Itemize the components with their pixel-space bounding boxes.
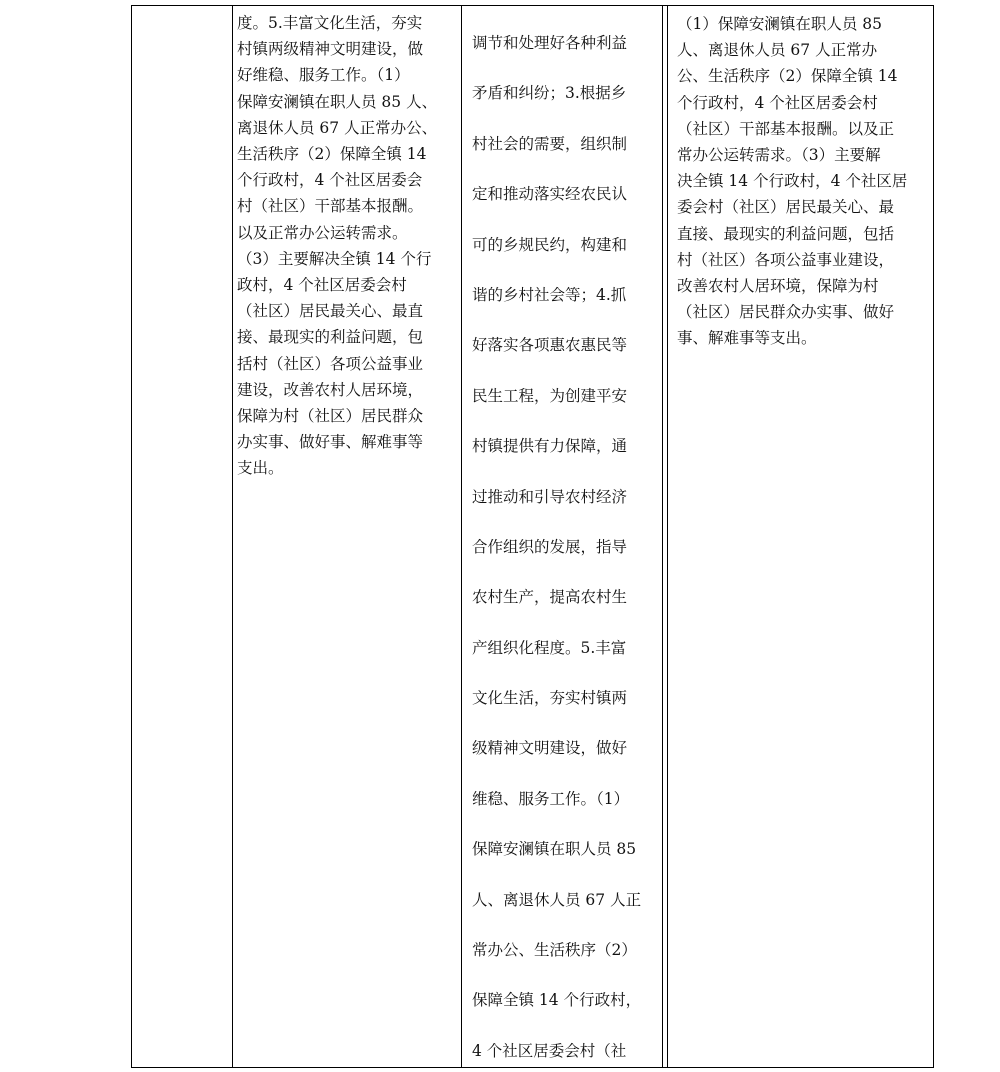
text-line: 合作组织的发展，指导 (472, 537, 628, 556)
text-line: （社区）居民群众办实事、做好 (677, 303, 895, 322)
text-line: 级精神文明建设，做好 (472, 739, 628, 758)
text-line: 度。5.丰富文化生活，夯实 (237, 14, 423, 32)
text-line: 常办公运转需求。（3）主要解 (677, 146, 881, 165)
text-line: （1）保障安澜镇在职人员 85 (677, 15, 883, 33)
text-line: 生活秩序（2）保障全镇 14 (237, 145, 427, 164)
text-line: 好维稳、服务工作。（1） (237, 66, 410, 85)
text-line: 常办公、生活秩序（2） (472, 941, 637, 960)
document-table (131, 5, 934, 1068)
text-line: 4 个社区居委会村（社 (472, 1041, 627, 1060)
text-line: 建设，改善农村人居环境， (237, 380, 424, 399)
text-line: 以及正常办公运转需求。 (237, 223, 408, 242)
text-line: 村（社区）各项公益事业建设， (677, 250, 895, 269)
text-line: 矛盾和纠纷；3.根据乡 (472, 84, 627, 103)
text-line: 保障为村（社区）居民群众 (237, 407, 424, 426)
text-line: 村（社区）干部基本报酬。 (237, 197, 424, 216)
column-divider (232, 6, 233, 1067)
text-line: 过推动和引导农村经济 (472, 487, 628, 506)
table-cell-col4 (672, 6, 934, 1067)
text-line: 农村生产，提高农村生 (472, 588, 628, 607)
text-line: 保障安澜镇在职人员 85 (472, 840, 637, 859)
text-line: 公、生活秩序（2）保障全镇 14 (677, 67, 898, 86)
text-line: 村镇两级精神文明建设，做 (237, 40, 424, 59)
text-line: 委会村（社区）居民最关心、最 (677, 198, 895, 217)
column-divider-double (662, 6, 668, 1067)
text-line: 离退休人员 67 人正常办公、 (237, 118, 438, 137)
text-line: 谐的乡村社会等；4.抓 (472, 285, 627, 304)
table-cell-col3 (468, 6, 662, 1067)
text-line: 维稳、服务工作。（1） (472, 789, 630, 808)
text-line: 民生工程，为创建平安 (472, 386, 628, 405)
text-line: 事、解难事等支出。 (677, 329, 817, 348)
table-cell-empty (132, 6, 232, 1067)
text-line: 保障安澜镇在职人员 85 人、 (237, 92, 438, 111)
text-line: 文化生活，夯实村镇两 (472, 689, 628, 708)
text-line: 人、离退休人员 67 人正 (472, 890, 642, 909)
text-line: （社区）居民最关心、最直 (237, 302, 424, 321)
text-line: 调节和处理好各种利益 (472, 34, 628, 52)
text-line: （社区）干部基本报酬。以及正 (677, 119, 895, 138)
text-line: 可的乡规民约，构建和 (472, 235, 628, 254)
text-line: 村镇提供有力保障，通 (472, 437, 628, 456)
text-line: 村社会的需要，组织制 (472, 134, 628, 153)
text-line: 个行政村，4 个社区居委会村 (677, 93, 878, 112)
text-line: 产组织化程度。5.丰富 (472, 638, 627, 657)
text-line: 括村（社区）各项公益事业 (237, 354, 424, 373)
text-line: 人、离退休人员 67 人正常办 (677, 41, 878, 60)
text-line: （3）主要解决全镇 14 个行 (237, 249, 432, 268)
text-line: 政村，4 个社区居委会村 (237, 276, 407, 295)
text-line: 支出。 (237, 459, 284, 478)
text-line: 定和推动落实经农民认 (472, 185, 628, 204)
table-cell-col2 (234, 6, 462, 1067)
text-line: 接、最现实的利益问题，包 (237, 328, 424, 347)
text-line: 改善农村人居环境，保障为村 (677, 277, 879, 296)
text-line: 决全镇 14 个行政村，4 个社区居 (677, 172, 908, 191)
text-line: 好落实各项惠农惠民等 (472, 336, 628, 355)
text-line: 办实事、做好事、解难事等 (237, 433, 424, 452)
text-line: 保障全镇 14 个行政村， (472, 991, 642, 1010)
text-line: 个行政村，4 个社区居委会 (237, 171, 423, 190)
text-line: 直接、最现实的利益问题，包括 (677, 224, 895, 243)
